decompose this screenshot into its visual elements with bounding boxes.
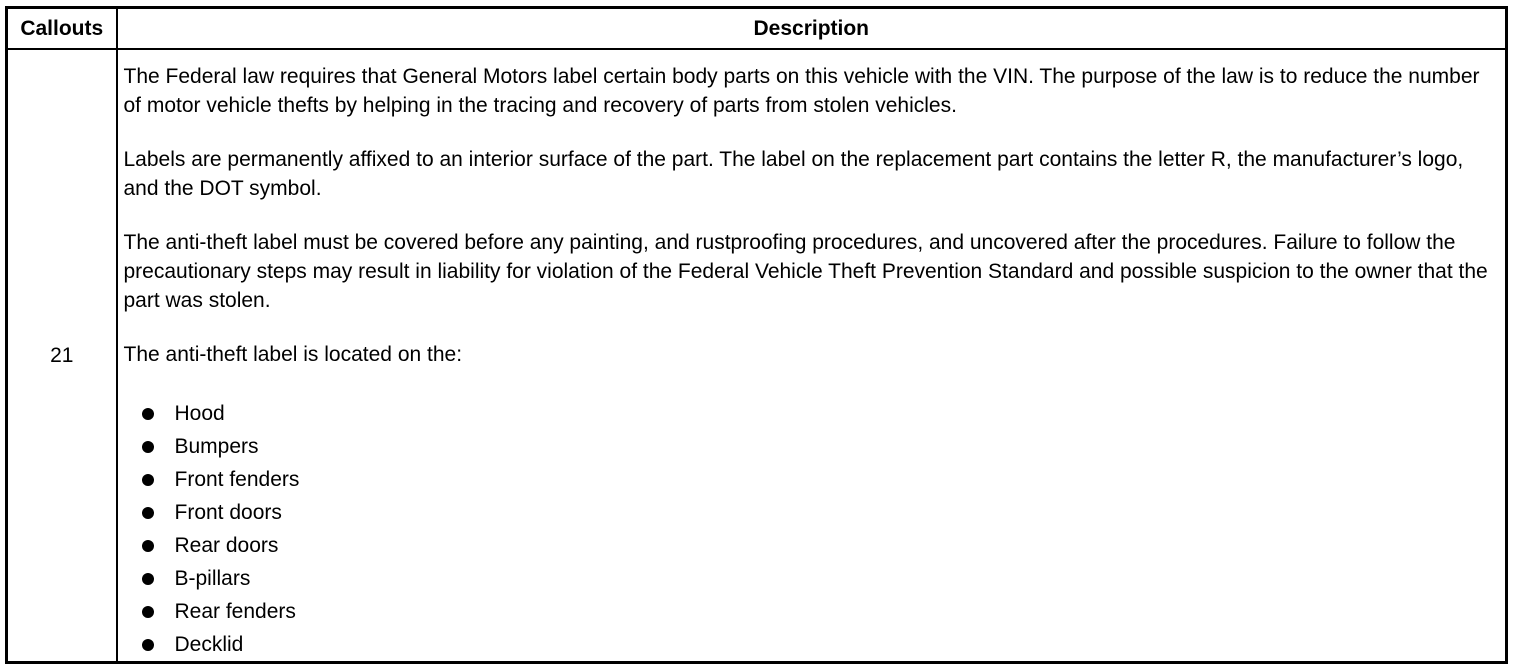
location-label: Bumpers bbox=[174, 435, 259, 458]
callout-number: 21 bbox=[7, 49, 117, 663]
callouts-header: Callouts bbox=[7, 8, 117, 50]
callout-description-table bbox=[5, 6, 1508, 664]
list-item bbox=[142, 628, 1492, 661]
bullet-icon bbox=[142, 474, 154, 486]
list-item bbox=[142, 496, 1492, 529]
bullet-icon bbox=[142, 639, 154, 651]
bullet-icon bbox=[142, 573, 154, 585]
bullet-icon bbox=[142, 441, 154, 453]
location-list bbox=[124, 397, 1492, 661]
description-paragraph: The anti-theft label must be covered before any painting, and rustproofing procedures, and uncovered after the procedures. Failure to follow the precautionary steps may result in liability for violation of the Federal Vehicle Theft Prevention Standard and possible suspicion to the owner that the part was stolen. bbox=[123, 231, 1488, 312]
location-label: Rear doors bbox=[174, 534, 279, 557]
list-item bbox=[142, 529, 1492, 562]
location-label: Hood bbox=[174, 402, 225, 425]
list-item bbox=[142, 397, 1492, 430]
list-item bbox=[142, 595, 1492, 628]
location-label: Rear fenders bbox=[174, 600, 296, 623]
location-label: B-pillars bbox=[174, 567, 251, 590]
bullet-icon bbox=[142, 606, 154, 618]
list-item bbox=[142, 463, 1492, 496]
location-label: Front doors bbox=[174, 501, 282, 524]
location-list-intro: The anti-theft label is located on the: bbox=[123, 343, 463, 366]
description-cell bbox=[117, 49, 1507, 663]
list-item bbox=[142, 430, 1492, 463]
description-paragraph: The Federal law requires that General Motors label certain body parts on this vehicle with the VIN. The purpose of the law is to reduce the number of motor vehicle thefts by helping in the tracing and recovery of parts from stolen vehicles. bbox=[123, 65, 1480, 117]
list-item bbox=[142, 562, 1492, 595]
description-header: Description bbox=[117, 8, 1507, 50]
header-row bbox=[7, 8, 1507, 50]
location-label: Decklid bbox=[174, 633, 244, 656]
table-row bbox=[7, 49, 1507, 663]
bullet-icon bbox=[142, 540, 154, 552]
bullet-icon bbox=[142, 408, 154, 420]
bullet-icon bbox=[142, 507, 154, 519]
description-paragraph: Labels are permanently affixed to an interior surface of the part. The label on the replacement part contains the letter R, the manufacturer’s logo, and the DOT symbol. bbox=[123, 148, 1464, 200]
location-label: Front fenders bbox=[174, 468, 300, 491]
